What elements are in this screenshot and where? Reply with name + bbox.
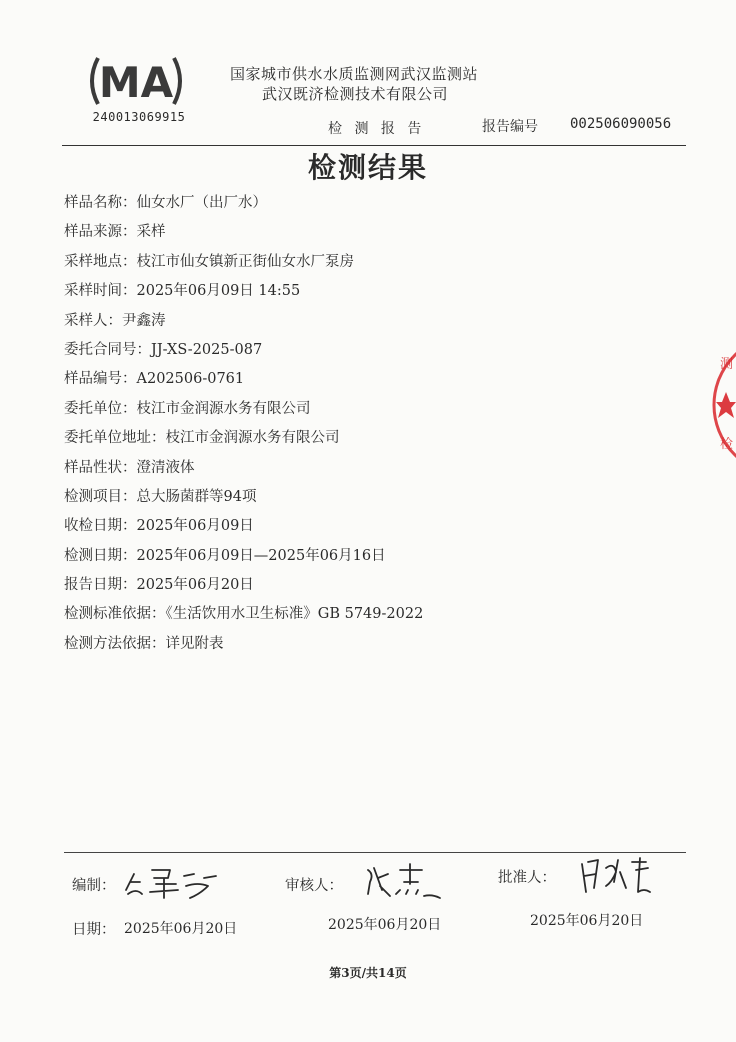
info-row-test-method — [64, 630, 423, 659]
field-label: 检测方法依据： — [64, 635, 166, 652]
cma-logo — [84, 52, 188, 110]
field-value: 枝江市仙女镇新正街仙女水厂泵房 — [136, 253, 354, 270]
field-label: 报告日期： — [64, 577, 137, 594]
field-label: 样品编号： — [64, 371, 137, 388]
field-value: JJ-XS-2025-087 — [151, 341, 263, 358]
info-row-client — [64, 395, 423, 424]
reviewer-date: 2025年06月20日 — [328, 917, 442, 933]
field-label: 采样地点： — [64, 253, 137, 270]
field-label: 采样人： — [64, 312, 122, 329]
field-value: 枝江市金润源水务有限公司 — [165, 430, 340, 447]
report-type: 检 测 报 告 — [328, 121, 426, 137]
field-value: 总大肠菌群等94项 — [136, 488, 257, 505]
info-row-sample-appearance — [64, 454, 423, 483]
info-row-client-address — [64, 424, 423, 453]
info-row-receipt-date — [64, 512, 423, 541]
field-value: 澄清液体 — [136, 459, 195, 476]
field-value: 2025年06月09日 14:55 — [136, 283, 301, 300]
report-number-value: 002506090056 — [570, 116, 672, 132]
field-label: 收检日期： — [64, 518, 137, 535]
report-number-label: 报告编号 — [482, 119, 538, 135]
field-label: 检测标准依据： — [64, 606, 166, 623]
approver-signature — [574, 852, 656, 900]
info-row-sampling-location — [64, 248, 423, 277]
cma-certificate-number: 240013069915 — [92, 110, 186, 124]
info-row-sample-name — [64, 189, 423, 218]
field-value: 2025年06月09日—2025年06月16日 — [136, 547, 386, 564]
field-label: 样品名称： — [64, 195, 137, 211]
approver-date: 2025年06月20日 — [530, 913, 644, 929]
compiler-signature — [120, 860, 230, 902]
field-label: 检测项目： — [64, 488, 137, 505]
organization-name-line1: 国家城市供水水质监测网武汉监测站 — [230, 65, 479, 83]
field-value: 枝江市金润源水务有限公司 — [136, 400, 311, 417]
field-value: 仙女水厂（出厂水） — [136, 195, 267, 211]
info-row-test-items — [64, 483, 423, 512]
field-label: 委托合同号： — [64, 341, 151, 358]
page-number: 第3页/共14页 — [329, 966, 407, 980]
info-row-report-date — [64, 571, 423, 600]
info-row-contract-number — [64, 336, 423, 365]
svg-text:检: 检 — [720, 437, 734, 452]
field-label: 采样时间： — [64, 283, 137, 300]
reviewer-signature — [360, 860, 450, 902]
compiler-date: 2025年06月20日 — [124, 921, 238, 937]
field-value: A202506-0761 — [136, 371, 245, 388]
field-label: 委托单位： — [64, 400, 137, 417]
field-value: 《生活饮用水卫生标准》GB 5749-2022 — [165, 606, 424, 623]
info-row-sampling-time — [64, 277, 423, 306]
field-value: 2025年06月20日 — [136, 577, 254, 594]
reviewer-label: 审核人： — [285, 878, 343, 894]
red-seal-stamp — [706, 330, 736, 480]
page-title: 检测结果 — [307, 151, 428, 184]
approver-label: 批准人： — [498, 870, 556, 886]
field-value: 尹鑫涛 — [122, 312, 166, 329]
field-label: 样品性状： — [64, 459, 137, 476]
field-value: 详见附表 — [165, 635, 224, 652]
organization-name-line2: 武汉既济检测技术有限公司 — [262, 85, 449, 103]
info-row-test-standard — [64, 600, 423, 629]
info-row-sample-number — [64, 365, 423, 394]
field-label: 样品来源： — [64, 224, 137, 241]
field-label: 委托单位地址： — [64, 430, 166, 447]
field-value: 采样 — [136, 224, 166, 241]
svg-text:测: 测 — [720, 357, 734, 372]
sample-info-list — [64, 189, 423, 659]
info-row-test-date — [64, 542, 423, 571]
info-row-sample-source — [64, 218, 423, 247]
date-label: 日期： — [72, 922, 116, 938]
field-label: 检测日期： — [64, 547, 137, 564]
cma-logo-text: MA — [98, 58, 174, 107]
compiler-label: 编制： — [72, 878, 116, 894]
field-value: 2025年06月09日 — [136, 518, 254, 535]
info-row-sampler — [64, 307, 423, 336]
